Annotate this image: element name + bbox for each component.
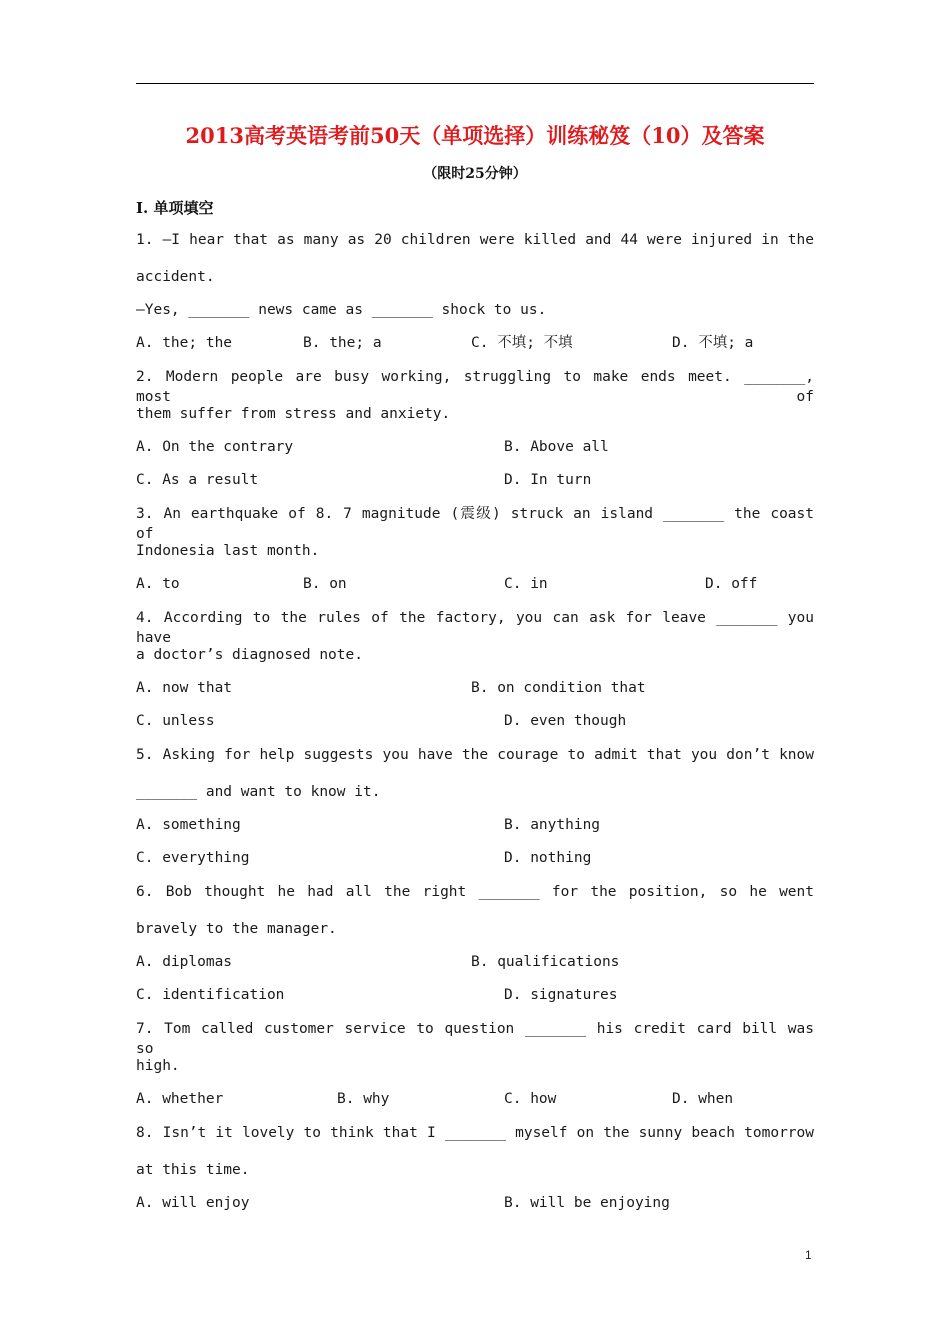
question-5-option-b: B. anything — [504, 817, 601, 833]
time-limit-subtitle: （限时25分钟） — [423, 166, 527, 182]
question-6-option-d: D. signatures — [504, 987, 618, 1003]
question-4-stem-line-2: a doctor’s diagnosed note. — [136, 647, 363, 663]
question-2-option-d: D. In turn — [504, 472, 592, 488]
question-3-stem-line-1: 3. An earthquake of 8. 7 magnitude (震级) struck an island _______ the coast of — [136, 506, 814, 542]
question-4-option-c: C. unless — [136, 713, 215, 729]
question-6-stem-line-2: bravely to the manager. — [136, 921, 337, 937]
question-8-stem-line-1: 8. Isn’t it lovely to think that I _______ myself on the sunny beach tomorrow — [136, 1125, 814, 1141]
question-4-option-d: D. even though — [504, 713, 627, 729]
question-5-option-d: D. nothing — [504, 850, 592, 866]
question-6-stem-line-1: 6. Bob thought he had all the right _______ for the position, so he went — [136, 884, 814, 900]
question-1-stem-line-1: 1. —I hear that as many as 20 children were killed and 44 were injured in the — [136, 232, 814, 248]
question-1-option-c: C. 不填; 不填 — [471, 335, 573, 351]
question-2-option-b: B. Above all — [504, 439, 609, 455]
question-1-stem-line-3: —Yes, _______ news came as _______ shock to us. — [136, 302, 547, 318]
question-6-option-b: B. qualifications — [471, 954, 620, 970]
question-2-option-c: C. As a result — [136, 472, 259, 488]
question-4-option-a: A. now that — [136, 680, 233, 696]
question-3-option-d: D. off — [705, 576, 758, 592]
question-7-option-c: C. how — [504, 1091, 557, 1107]
section-heading: Ⅰ. 单项填空 — [136, 199, 214, 217]
question-4-stem-line-1: 4. According to the rules of the factory, you can ask for leave _______ you have — [136, 610, 814, 646]
question-7-option-a: A. whether — [136, 1091, 224, 1107]
question-3-stem-line-2: Indonesia last month. — [136, 543, 320, 559]
document-title: 2013高考英语考前50天（单项选择）训练秘笈（10）及答案 — [185, 123, 765, 148]
question-3-option-b: B. on — [303, 576, 347, 592]
question-6-option-c: C. identification — [136, 987, 285, 1003]
question-5-stem-line-2: _______ and want to know it. — [136, 784, 381, 800]
question-5-option-a: A. something — [136, 817, 241, 833]
question-8-option-b: B. will be enjoying — [504, 1195, 670, 1211]
question-8-stem-line-2: at this time. — [136, 1162, 250, 1178]
question-1-option-a: A. the; the — [136, 335, 233, 351]
question-3-option-a: A. to — [136, 576, 180, 592]
page-number: 1 — [805, 1248, 812, 1262]
question-1-option-b: B. the; a — [303, 335, 382, 351]
question-6-option-a: A. diplomas — [136, 954, 233, 970]
header-rule — [136, 83, 814, 84]
question-2-stem-line-2: them suffer from stress and anxiety. — [136, 406, 451, 422]
question-1-stem-line-2: accident. — [136, 269, 215, 285]
question-7-option-b: B. why — [337, 1091, 390, 1107]
question-8-option-a: A. will enjoy — [136, 1195, 250, 1211]
question-3-option-c: C. in — [504, 576, 548, 592]
question-2-option-a: A. On the contrary — [136, 439, 294, 455]
question-5-option-c: C. everything — [136, 850, 250, 866]
question-4-option-b: B. on condition that — [471, 680, 646, 696]
question-1-option-d: D. 不填; a — [672, 335, 754, 351]
question-7-stem-line-2: high. — [136, 1058, 180, 1074]
question-2-stem-line-1: 2. Modern people are busy working, struggling to make ends meet. _______, most of — [136, 369, 814, 405]
question-5-stem-line-1: 5. Asking for help suggests you have the courage to admit that you don’t know — [136, 747, 814, 763]
question-7-stem-line-1: 7. Tom called customer service to question _______ his credit card bill was so — [136, 1021, 814, 1057]
question-7-option-d: D. when — [672, 1091, 734, 1107]
